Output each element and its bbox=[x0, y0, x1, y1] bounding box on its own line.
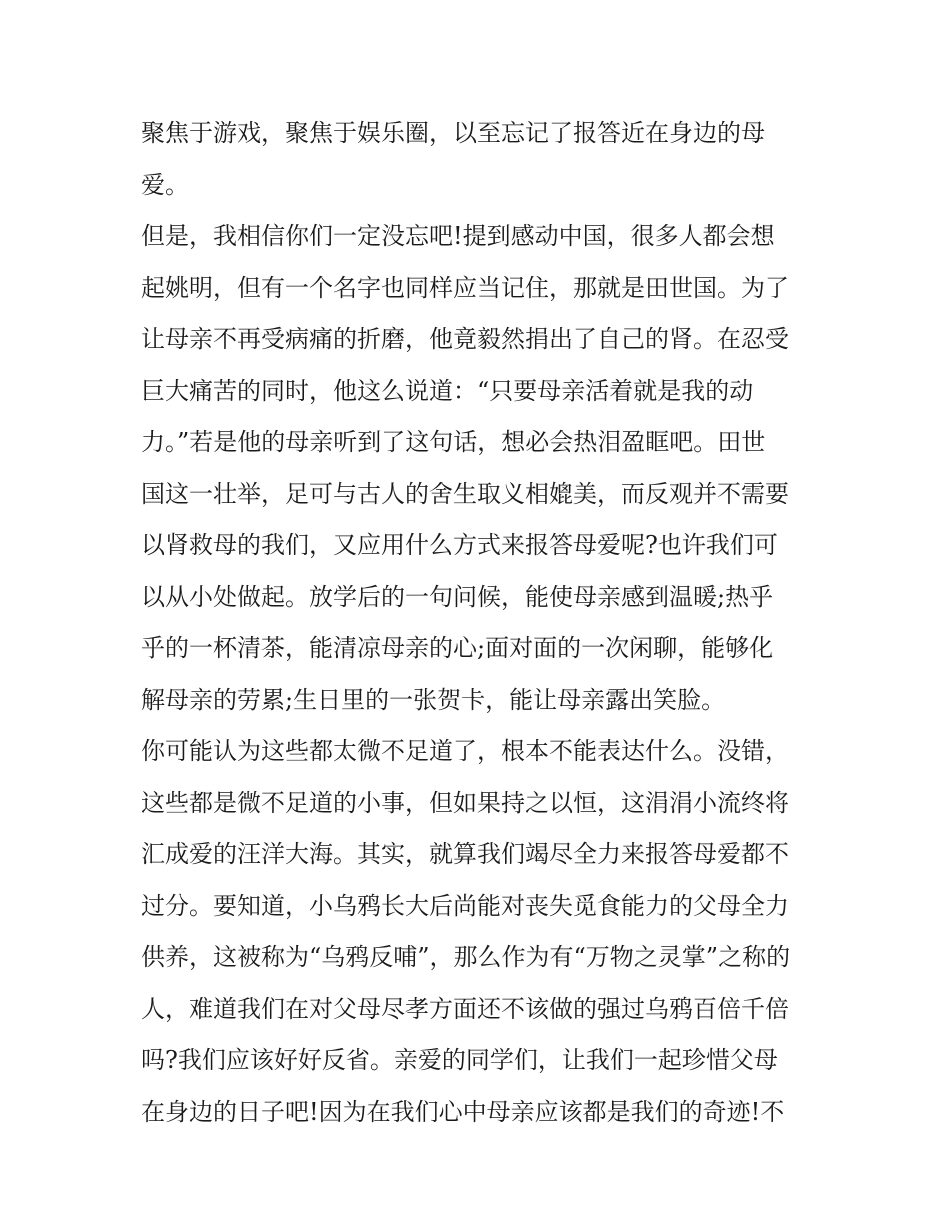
text-line: 解母亲的劳累;生日里的一张贺卡，能让母亲露出笑脸。 bbox=[141, 685, 726, 714]
text-line: 以肾救母的我们，又应用什么方式来报答母爱呢?也许我们可 bbox=[141, 531, 778, 559]
text-line: 在身边的日子吧!因为在我们心中母亲应该都是我们的奇迹!不 bbox=[141, 1097, 785, 1126]
text-line: 但是，我相信你们一定没忘吧!提到感动中国，很多人都会想 bbox=[141, 222, 775, 250]
text-line: 汇成爱的汪洋大海。其实，就算我们竭尽全力来报答母爱都不 bbox=[141, 840, 789, 868]
text-line: 人，难道我们在对父母尽孝方面还不该做的强过乌鸦百倍千倍 bbox=[141, 994, 789, 1023]
text-line: 让母亲不再受病痛的折磨，他竟毅然捐出了自己的肾。在忍受 bbox=[141, 325, 789, 353]
text-line: 供养，这被称为“乌鸦反哺”，那么作为有“万物之灵掌”之称的 bbox=[141, 943, 791, 971]
text-line: 起姚明，但有一个名字也同样应当记住，那就是田世国。为了 bbox=[141, 273, 789, 302]
body-text bbox=[141, 108, 821, 1138]
text-line: 过分。要知道，小乌鸦长大后尚能对丧失觅食能力的父母全力 bbox=[141, 891, 789, 920]
text-line: 吗?我们应该好好反省。亲爱的同学们，让我们一起珍惜父母 bbox=[141, 1046, 778, 1074]
text-line: 聚焦于游戏，聚焦于娱乐圈，以至忘记了报答近在身边的母 bbox=[141, 119, 765, 147]
text-line: 力。”若是他的母亲听到了这句话，想必会热泪盈眶吧。田世 bbox=[141, 428, 766, 456]
text-line: 乎的一杯清茶，能清凉母亲的心;面对面的一次闲聊，能够化 bbox=[141, 634, 774, 662]
text-line: 国这一壮举，足可与古人的舍生取义相媲美，而反观并不需要 bbox=[141, 479, 789, 508]
text-line: 这些都是微不足道的小事，但如果持之以恒，这涓涓小流终将 bbox=[141, 788, 789, 817]
text-line: 你可能认为这些都太微不足道了，根本不能表达什么。没错， bbox=[141, 737, 789, 765]
text-line: 爱。 bbox=[141, 170, 189, 199]
text-line: 巨大痛苦的同时，他这么说道：“只要母亲活着就是我的动 bbox=[141, 376, 754, 405]
text-line: 以从小处做起。放学后的一句问候，能使母亲感到温暖;热乎 bbox=[141, 582, 774, 611]
